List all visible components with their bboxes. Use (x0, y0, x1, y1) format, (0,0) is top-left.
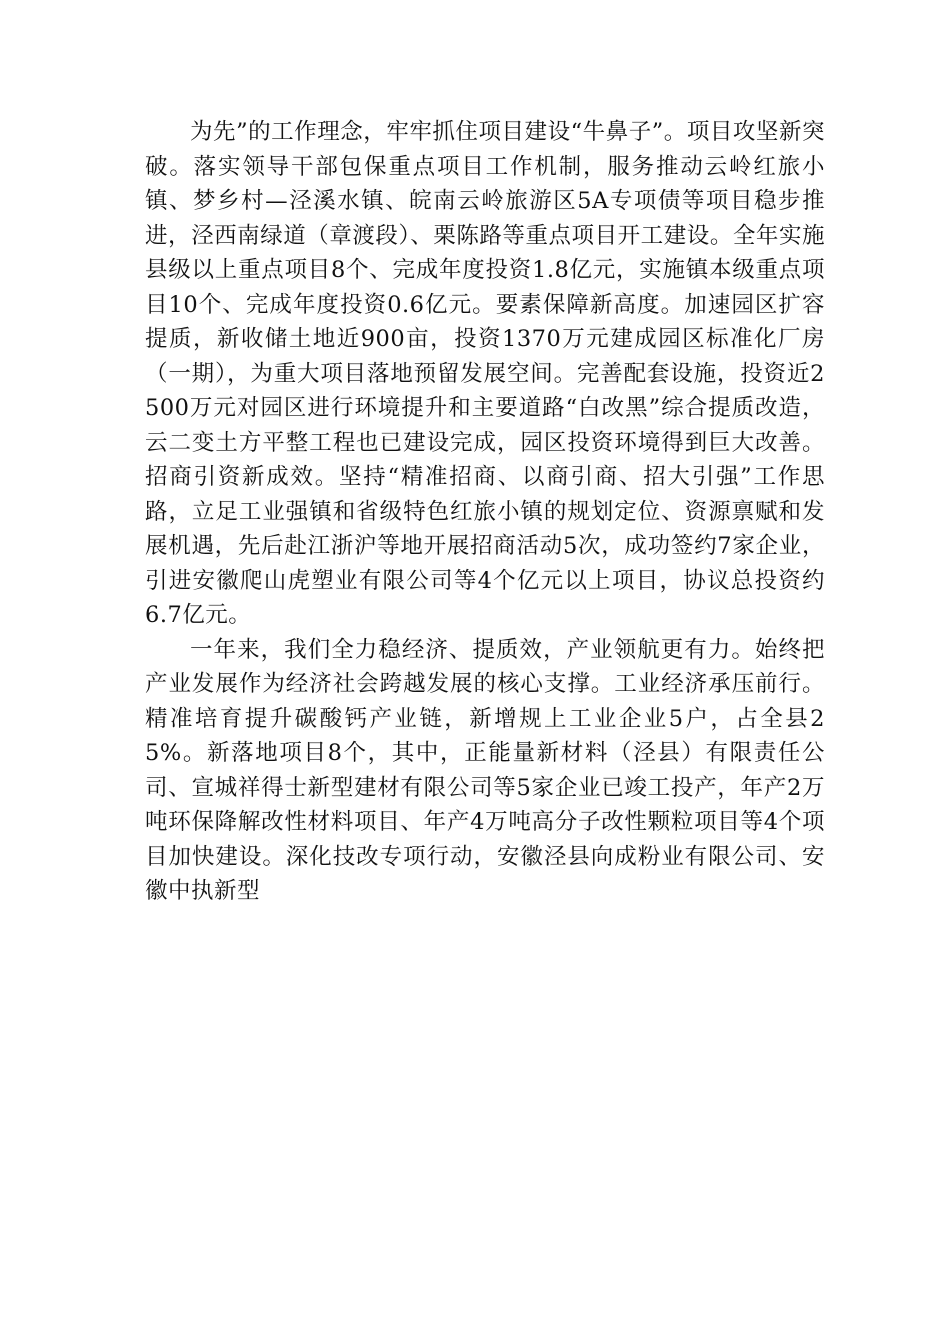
paragraph-industry-development: 一年来，我们全力稳经济、提质效，产业领航更有力。始终把产业发展作为经济社会跨越发展的核心支撑。工业经济承压前行。精准培育提升碳酸钙产业链，新增规上工业企业5户，占全县25%。新落地项目8个，其中，正能量新材料（泾县）有限责任公司、宣城祥得士新型建材有限公司等5家企业已竣工投产，年产2万吨环保降解改性材料项目、年产4万吨高分子改性颗粒项目等4个项目加快建设。深化技改专项行动，安徽泾县向成粉业有限公司、安徽中执新型 (145, 636, 825, 904)
document-body (145, 115, 825, 909)
paragraph-project-investment: 为先”的工作理念，牢牢抓住项目建设“牛鼻子”。项目攻坚新突破。落实领导干部包保重点项目工作机制，服务推动云岭红旅小镇、梦乡村—泾溪水镇、皖南云岭旅游区5A专项债等项目稳步推进，泾西南绿道（章渡段）、栗陈路等重点项目开工建设。全年实施县级以上重点项目8个、完成年度投资1.8亿元，实施镇本级重点项目10个、完成年度投资0.6亿元。要素保障新高度。加速园区扩容提质，新收储土地近900亩，投资1370万元建成园区标准化厂房（一期），为重大项目落地预留发展空间。完善配套设施，投资近2500万元对园区进行环境提升和主要道路“白改黑”综合提质改造，云二变土方平整工程也已建设完成，园区投资环境得到巨大改善。招商引资新成效。坚持“精准招商、以商引商、招大引强”工作思路，立足工业强镇和省级特色红旅小镇的规划定位、资源禀赋和发展机遇，先后赴江浙沪等地开展招商活动5次，成功签约7家企业，引进安徽爬山虎塑业有限公司等4个亿元以上项目，协议总投资约6.7亿元。 (145, 119, 825, 628)
